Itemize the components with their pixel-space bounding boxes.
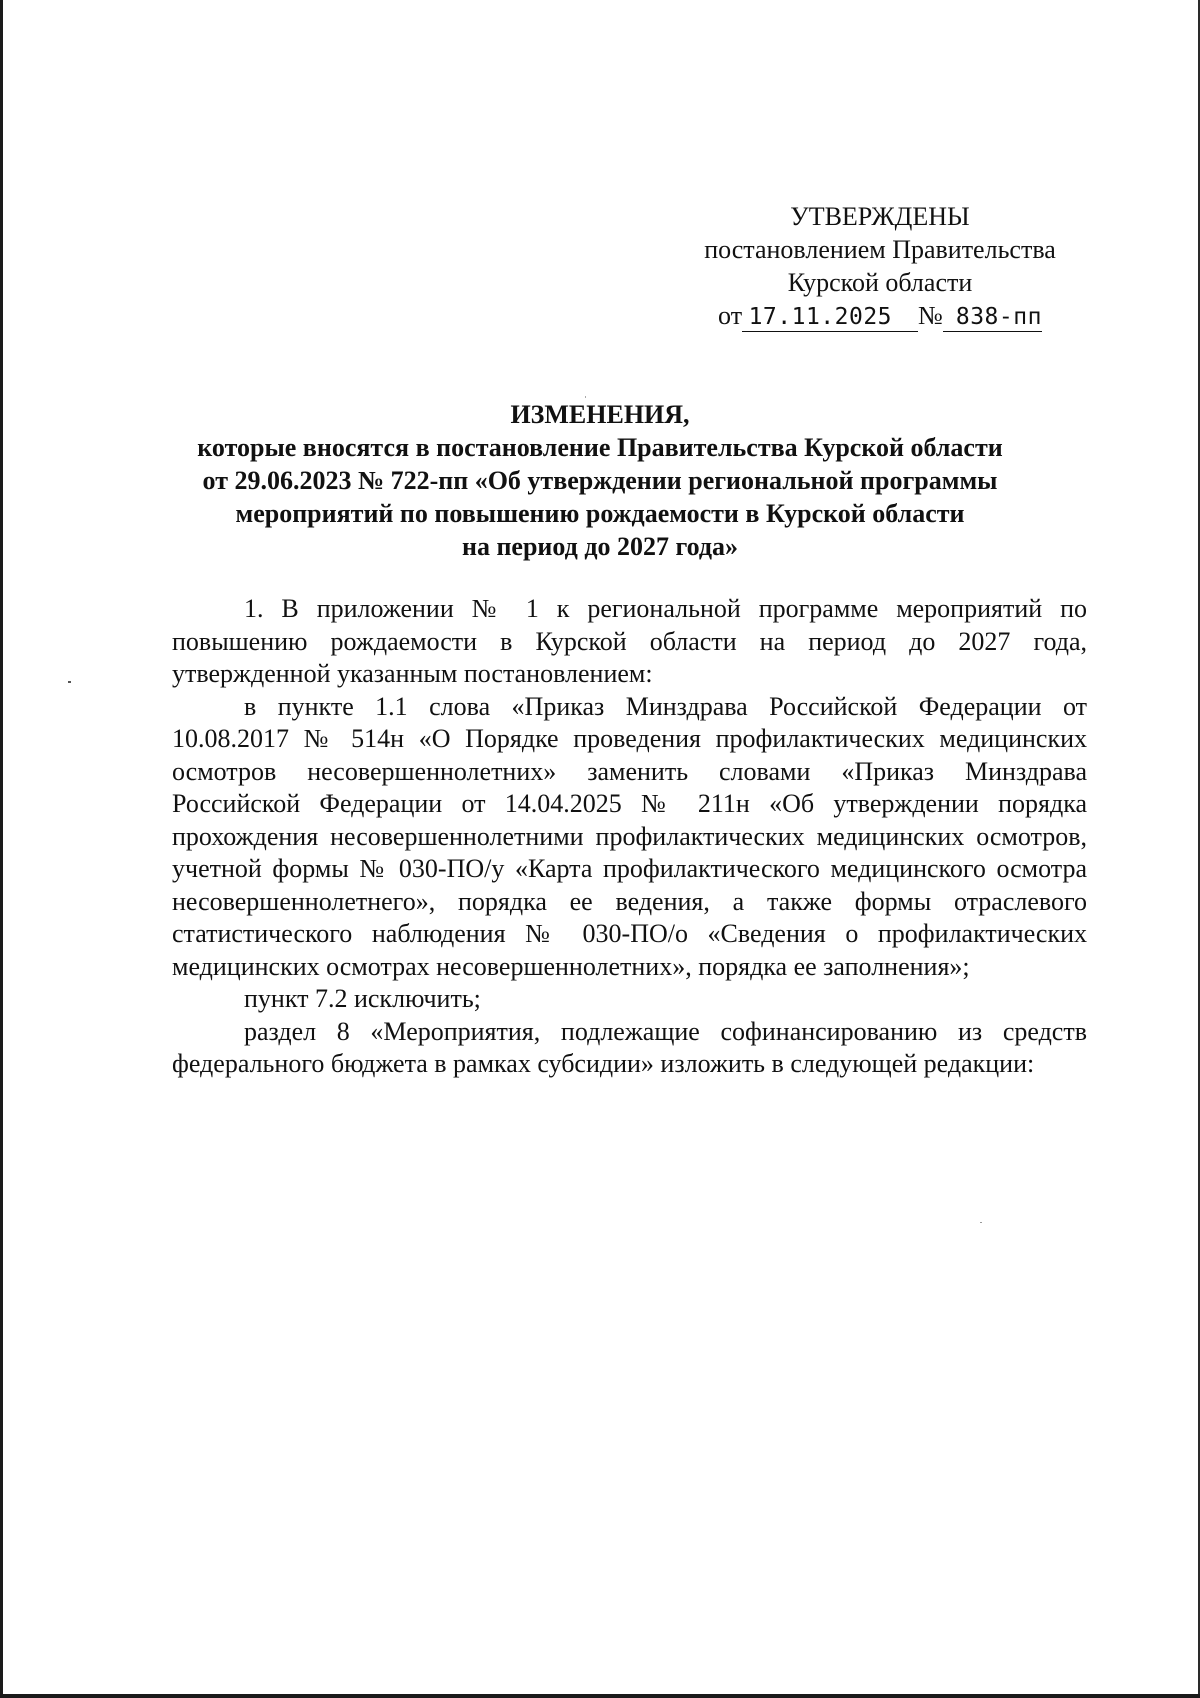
heading-line-3: мероприятий по повышению рождаемости в Курской области [235,499,965,528]
scan-speck [585,396,586,398]
paragraph-3: пункт 7.2 исключить; [244,984,481,1013]
number-prefix: № [918,301,943,330]
scan-edge-bottom [0,1694,1200,1698]
scan-speck [68,681,71,683]
number-value: 838-пп [955,304,1042,330]
scan-edge-left [0,0,3,1698]
heading-line-4: на период до 2027 года» [461,532,739,561]
heading-title: ИЗМЕНЕНИЯ, [510,400,690,429]
date-field [742,302,918,332]
paragraph-2: в пункте 1.1 слова «Приказ Минздрава Российской Федерации от 10.08.2017 № 514н «О Порядке проведения профилактических медицинских осмотров несовершеннолетних» заменить словами «Приказ Минздрава Российской Федерации от 14.04.2025 № 211н «Об утверждении порядка прохождения несовершеннолетними профилактических медицинских осмотров, учетной формы № 030-ПО/у «Карта профилактического медицинского осмотра несовершеннолетнего», порядка ее ведения, а также формы отраслевого статистического наблюдения № 030-ПО/о «Сведения о профилактических медицинских осмотрах несовершеннолетних», порядка ее заполнения»; [172,691,1087,981]
heading-line-2: от 29.06.2023 № 722-пп «Об утверждении региональной программы [202,466,998,495]
paragraph-1: 1. В приложении № 1 к региональной программе мероприятий по повышению рождаемости в Курской области на период до 2027 года, утвержденной указанным постановлением: [172,594,1087,688]
paragraph-4: раздел 8 «Мероприятия, подлежащие софинансированию из средств федерального бюджета в рамках субсидии» изложить в следующей редакции: [172,1016,1087,1078]
approval-date-line [680,299,1080,332]
document-body [172,593,1087,1081]
approval-line-1: постановлением Правительства [704,235,1056,264]
number-field [943,302,1042,332]
approval-stamp [680,200,1080,332]
approval-line-2: Курской области [787,268,973,297]
date-prefix: от [718,301,743,330]
scan-speck [980,1222,982,1223]
date-value: 17.11.2025 [748,304,893,330]
document-heading [150,398,1050,563]
heading-line-1: которые вносятся в постановление Правительства Курской области [197,433,1003,462]
approval-title: УТВЕРЖДЕНЫ [790,202,970,231]
